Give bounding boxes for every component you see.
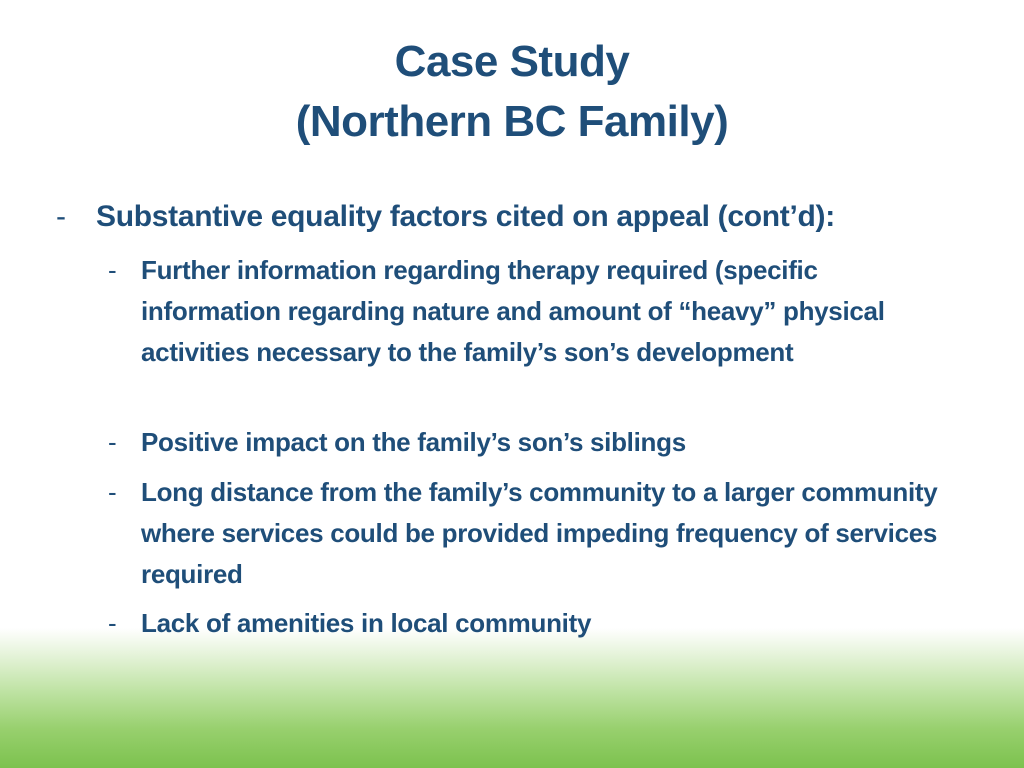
title-line-1: Case Study [394, 37, 630, 86]
bullet-marker: - [108, 608, 117, 638]
bullet-marker: - [108, 477, 117, 507]
sub-bullet-text: Positive impact on the family’s son’s siblings [141, 427, 686, 457]
sub-bullet-1 [108, 250, 948, 414]
sub-bullet-text: Lack of amenities in local community [141, 608, 592, 638]
sub-bullet-3 [108, 472, 948, 595]
bullet-marker: - [108, 255, 117, 285]
main-bullet-text: Substantive equality factors cited on appeal (cont’d): [96, 200, 835, 233]
bullet-marker: - [56, 200, 66, 233]
sub-bullet-text: Further information regarding therapy required (specific information regarding nature and amount of “heavy” physical activities necessary to the family’s son’s development [141, 255, 885, 367]
sub-bullet-2 [108, 422, 948, 463]
bullet-marker: - [108, 427, 117, 457]
sub-bullet-4 [108, 603, 948, 644]
title-line-2: (Northern BC Family) [295, 97, 729, 146]
sub-bullet-text: Long distance from the family’s community to a larger community where services could be provided impeding frequency of services required [141, 477, 938, 589]
